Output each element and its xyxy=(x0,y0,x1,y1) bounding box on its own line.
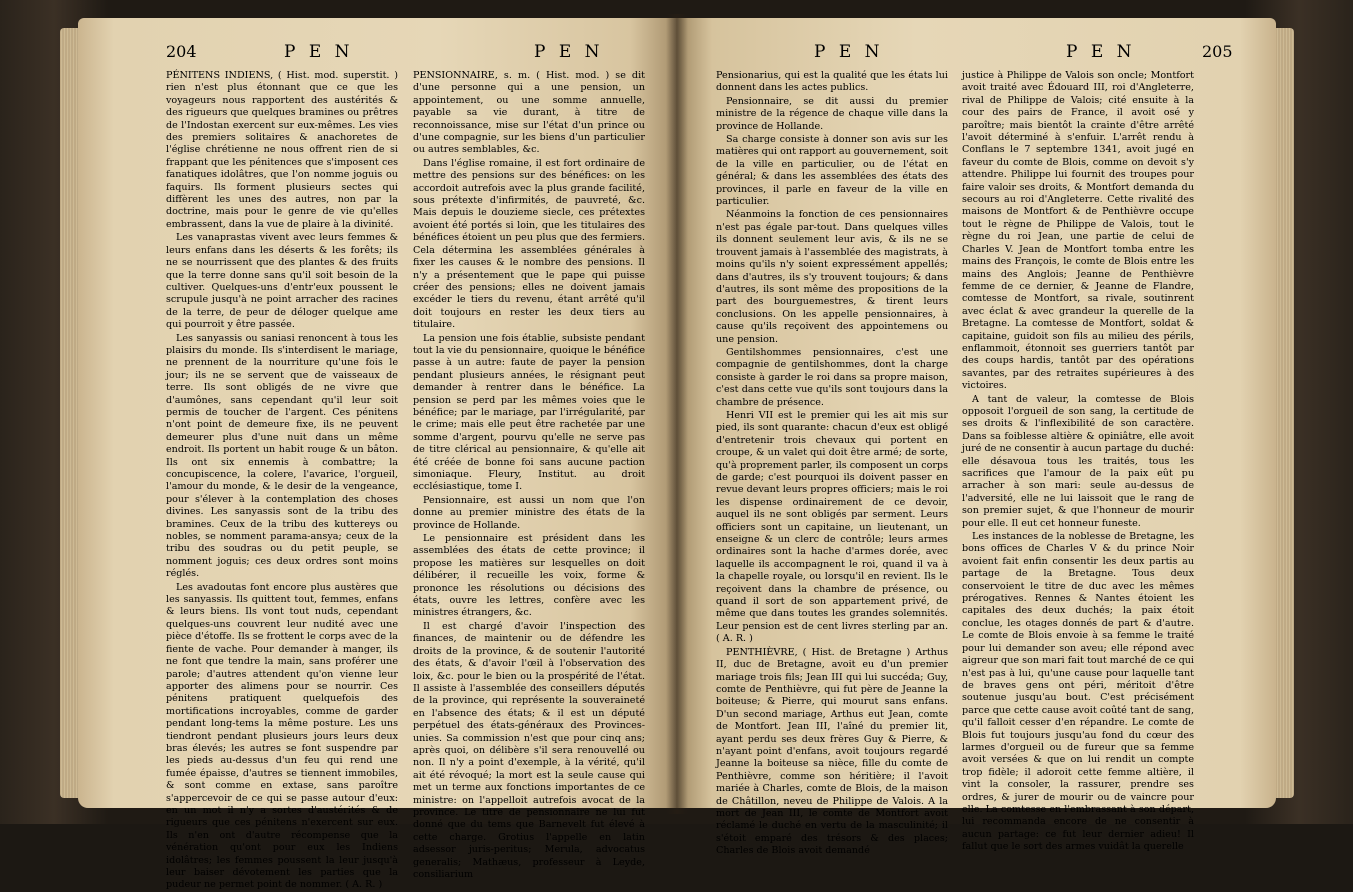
paragraph: Le pensionnaire est président dans les assemblées des états de cette province; il propose les matières sur lesquelles on doit délibérer, il recueille les voix, forme & prononce les résolutions ou décisions des états, ouvre les lettres, confère avec les ministres étrangers, &c. xyxy=(413,533,645,619)
right-page-header xyxy=(716,42,1236,64)
paragraph: Il est chargé d'avoir l'inspection des finances, de maintenir ou de défendre les droits de la province, & de soutenir l'autorité des états, & d'avoir l'œil à l'observation des loix, &c. pour le bien ou la prospérité de l'état. Il assiste à l'assemblée des conseillers députés de la province, qui représente la souveraineté en l'absence des états; & il est un député perpétuel des états-généraux des Provinces-unies. Sa commission n'est que pour cinq ans; après quoi, on délibère s'il sera renouvellé ou non. Il n'y a point d'exemple, à la vérité, qu'il ait été révoqué; la mort est la seule cause qui met un terme aux fonctions importantes de ce ministre: on l'appelloit autrefois avocat de la province. Le titre de pensionnaire ne lui fut donné que du tems que Barnevelt fut élevé à cette charge. Grotius l'appelle en latin adsessor juris-peritus; Merula, advocatus generalis; Mathæus, professeur à Leyde, consiliarium xyxy=(413,620,645,880)
paragraph: Gentilshommes pensionnaires, c'est une compagnie de gentilshommes, dont la charge consiste à garder le roi dans sa propre maison, c'est dans cette vue qu'ils sont toujours dans la chambre de présence. xyxy=(716,346,948,408)
paragraph: Néanmoins la fonction de ces pensionnaires n'est pas égale par-tout. Dans quelques villes ils donnent seulement leur avis, & ils ne se trouvent jamais à l'assemblée des magistrats, à moins qu'ils n'y soient expressément appellés; dans d'autres, ils s'y trouvent toujours; & dans d'autres, ils sont même des propositions de la part des bourguemestres, & tirent leurs conclusions. On les appelle pensionnaires, à cause qu'ils reçoivent des appointemens ou une pension. xyxy=(716,209,948,345)
paragraph: Les avadoutas font encore plus austères que les sanyassis. Ils quittent tout, femmes, enfans & leurs biens. Ils vont tout nuds, cependant quelques-uns couvrent leur nudité avec une pièce d'étoffe. Ils se frottent le corps avec de la fiente de vache. Pour demander à manger, ils ne font que tendre la main, sans proférer une parole; d'autres attendent qu'on vienne leur apporter des alimens pour se nourrir. Ces pénitens pratiquent quelquefois des mortifications incroyables, comme de garder pendant long-tems la même posture. Les uns tiendront pendant plusieurs jours leurs deux bras élevés; les autres se font suspendre par les pieds au-dessus d'un feu qui rend une fumée épaisse, d'autres se tiennent immobiles, & sont comme en extase, sans paroître s'appercevoir de ce qui se passe autour d'eux: en un mot il n'y a sortes d'austérités & de rigueurs que ces pénitens n'exercent sur eux. Ils n'en ont d'autre récompense que la vénération qu'ont pour eux les Indiens idolâtres; les femmes poussent la leur jusqu'à leur baiser dévotement les parties que la pudeur ne permet point de nommer. ( A. R. ) xyxy=(166,581,398,891)
page-number-left: 204 xyxy=(166,42,197,61)
paragraph: A tant de valeur, la comtesse de Blois opposoit l'orgueil de son sang, la certitude de ses droits & l'inflexibilité de son caractère. Dans sa foiblesse altière & opiniâtre, elle avoit juré de ne consentir à aucun partage du duché: elle désavoua tous les traités, tous les sacrifices que l'amour de la paix eût pu arracher à son mari: seule au-dessus de l'adversité, elle ne lui laissoit que le rang de son premier sujet, & que l'honneur de mourir pour elle. Il eut cet honneur funeste. xyxy=(962,393,1194,529)
left-page-header xyxy=(166,42,686,64)
right-page-column-1 xyxy=(716,70,948,857)
paragraph: Pensionnaire, est aussi un nom que l'on donne au premier ministre des états de la province de Hollande. xyxy=(413,494,645,531)
left-page-column-2 xyxy=(413,70,645,880)
page-edges-right xyxy=(1276,28,1294,798)
book-gutter xyxy=(666,14,688,814)
running-head-left-2: P E N xyxy=(534,42,604,62)
paragraph: Pensionarius, qui est la qualité que les états lui donnent dans les actes publics. xyxy=(716,70,948,94)
paragraph: Les vanaprastas vivent avec leurs femmes & leurs enfans dans les déserts & les forêts; ils ne se nourrissent que des plantes & des fruits que la terre donne sans qu'il soit besoin de la cultiver. Quelques-uns d'entr'eux poussent le scrupule jusqu'à ne point arracher des racines de la terre, de peur de déloger quelque ame qui pourroit y être passée. xyxy=(166,232,398,331)
running-head-right-2: P E N xyxy=(1066,42,1136,62)
right-page-column-2 xyxy=(962,70,1194,853)
page-number-right: 205 xyxy=(1202,42,1233,61)
paragraph: Les sanyassis ou saniasi renoncent à tous les plaisirs du monde. Ils s'interdisent le mariage, ne prennent de la nourriture qu'une fois le jour; ils ne se servent que de vaisseaux de terre. Ils sont obligés de ne vivre que d'aumônes, sans cependant qu'il leur soit permis de toucher de l'argent. Ces pénitens n'ont point de demeure fixe, ils ne peuvent demeurer plus d'une nuit dans un même endroit. Ils portent un habit rouge & un bâton. Ils ont six ennemis à combattre; la concupiscence, la colere, l'avarice, l'orgueil, l'amour du monde, & le desir de la vengeance, pour s'élever à la contemplation des choses divines. Les sanyassis sont de la tribu des bramines. Ceux de la tribu des kuttereys ou nobles, se nomment parama-ansya; ceux de la tribu des soudras ou du petit peuple, se nomment joguis; ces deux ordres sont moins réglés. xyxy=(166,332,398,580)
paragraph: Henri VII est le premier qui les ait mis sur pied, ils sont quarante: chacun d'eux est obligé d'entretenir trois chevaux qui portent en croupe, & un valet qui doit être armé; de sorte, qu'à proprement parler, ils composent un corps de garde; c'est pourquoi ils doivent passer en revue devant leurs propres officiers; mais le roi les dispense ordinairement de ce devoir, auquel ils ne sont obligés par serment. Leurs officiers sont un capitaine, un lieutenant, un enseigne & un clerc de contrôle; leurs armes ordinaires sont la hache d'armes dorée, avec laquelle ils accompagnent le roi, quand il va à la chapelle royale, ou lorsqu'il en revient. Ils le reçoivent dans la chambre de présence, ou quand il sort de son appartement privé, de même que dans toutes les grandes solemnités. Leur pension est de cent livres sterling par an. ( A. R. ) xyxy=(716,409,948,645)
paragraph: Dans l'église romaine, il est fort ordinaire de mettre des pensions sur des bénéfices: on les accordoit autrefois avec la plus grande facilité, sous prétexte d'infirmités, de pauvreté, &c. Mais depuis le douzieme siecle, ces prétextes avoient été portés si loin, que les titulaires des bénéfices étoient un peu plus que des fermiers. Cela détermina les assemblées générales à fixer les causes & le nombre des pensions. Il n'y a présentement que le pape qui puisse créer des pensions; elles ne doivent jamais excéder le tiers du revenu, étant arrêté qu'il doit toujours en rester les deux tiers au titulaire. xyxy=(413,157,645,331)
paragraph: Sa charge consiste à donner son avis sur les matières qui ont rapport au gouvernement, soit de la ville en particulier, ou de l'état en général; & dans les assemblées des états des provinces, il parle en faveur de la ville en particulier. xyxy=(716,134,948,208)
paragraph: justice à Philippe de Valois son oncle; Montfort avoit traité avec Édouard III, roi d'Angleterre, rival de Philippe de Valois; cité ensuite à la cour des pairs de France, il avoit osé y paroître; mais bientôt la crainte d'être arrêté l'avoit déterminé à s'enfuir. L'arrêt rendu à Conflans le 7 septembre 1341, avoit jugé en faveur du comte de Blois, comme on devoit s'y attendre. Philippe lui fournit des troupes pour faire valoir ses droits, & Montfort demanda du secours au roi d'Angleterre. Cette rivalité des maisons de Montfort & de Penthièvre occupe tout le règne de Philippe de Valois, tout le règne du roi Jean, une partie de celui de Charles V. Jean de Montfort tomba entre les mains des François, le comte de Blois entre les mains des Anglois; Jeanne de Penthièvre femme de ce dernier, & Jeanne de Flandre, comtesse de Montfort, sa rivale, soutinrent avec éclat & avec grandeur la querelle de la Bretagne. La comtesse de Montfort, soldat & capitaine, guidoit son fils au milieu des périls, enflammoit, étonnoit ses guerriers tantôt par des coups hardis, tantôt par des opérations savantes, par des retraites supérieures à des victoires. xyxy=(962,70,1194,392)
running-head-left-1: P E N xyxy=(284,42,354,62)
paragraph: PÉNITENS INDIENS, ( Hist. mod. superstit. ) rien n'est plus étonnant que ce que les voyageurs nous rapportent des austérités & des rigueurs que quelques bramines ou prêtres de l'Indostan exercent sur eux-mêmes. Les vies des premiers solitaires & anachoretes de l'église chrétienne ne nous offrent rien de si frappant que les pénitences que s'imposent ces fanatiques idolâtres, que l'on nomme joguis ou faquirs. Ils forment plusieurs sectes qui diffèrent les unes des autres, non par la doctrine, mais pour le genre de vie qu'elles embrassent, dans la vue de plaire à la divinité. xyxy=(166,70,398,230)
paragraph: La pension une fois établie, subsiste pendant tout la vie du pensionnaire, quoique le bénéfice passe à un autre: faute de payer la pension pendant plusieurs années, le résignant peut demander à rentrer dans le bénéfice. La pension se perd par les mêmes voies que le bénéfice; par le mariage, par l'irrégularité, par le crime; mais elle peut être rachetée par une somme d'argent, pourvu qu'elle ne serve pas de titre clérical au pensionnaire, & qu'elle ait été créée de bonne foi sans aucune paction simoniaque. Fleury, Institut. au droit ecclésiastique, tome I. xyxy=(413,332,645,493)
paragraph: PENTHIÈVRE, ( Hist. de Bretagne ) Arthus II, duc de Bretagne, avoit eu d'un premier mariage trois fils; Jean III qui lui succéda; Guy, comte de Penthièvre, qui fut père de Jeanne la boiteuse; & Pierre, qui mourut sans enfans. D'un second mariage, Arthus eut Jean, comte de Montfort. Jean III, l'aîné du premier lit, ayant perdu ses deux frères Guy & Pierre, & n'ayant point d'enfans, avoit toujours regardé Jeanne la boiteuse sa nièce, fille du comte de Penthièvre, comme son héritière; il l'avoit mariée à Charles, comte de Blois, de la maison de Châtillon, neveu de Philippe de Valois. A la mort de Jean III, le comte de Montfort avoit réclamé le duché en vertu de la masculinité; il s'étoit emparé des trésors & des places; Charles de Blois avoit demandé xyxy=(716,646,948,857)
left-page-column-1 xyxy=(166,70,398,891)
paragraph: Pensionnaire, se dit aussi du premier ministre de la régence de chaque ville dans la province de Hollande. xyxy=(716,95,948,132)
running-head-right-1: P E N xyxy=(814,42,884,62)
paragraph: Les instances de la noblesse de Bretagne, les bons offices de Charles V & du prince Noir avoient fait enfin consentir les deux partis au partage de la Bretagne. Tous deux conservoient le titre de duc avec les mêmes prérogatives. Rennes & Nantes étoient les capitales des deux duchés; la paix étoit conclue, les otages donnés de part & d'autre. Le comte de Blois envoie à sa femme le traité pour lui demander son aveu; elle répond avec aigreur que son mari fait tout marché de ce qui n'est pas à lui, qu'une cause pour laquelle tant de braves gens ont péri, méritoit d'être soutenue jusqu'au bout. C'est précisément parce que cette cause avoit coûté tant de sang, qu'il falloit cesser d'en répandre. Le comte de Blois fut toujours jusqu'au fond du cœur des larmes d'orgueil ou de fureur que sa femme avoit versées & que on lui rendit un compte trop fidèle; il adoroit cette femme altière, il vint la consoler, la rassurer, prendre ses ordres, & jurer de mourir ou de vaincre pour elle. La comtesse en l'embrassant à son départ, lui recommanda encore de ne consentir à aucun partage: ce fut leur dernier adieu! Il fallut que le sort des armes vuidât la querelle xyxy=(962,531,1194,853)
page-edges-left xyxy=(60,28,78,798)
paragraph: PENSIONNAIRE, s. m. ( Hist. mod. ) se dit d'une personne qui a une pension, un appointement, ou une somme annuelle, payable sa vie durant, à titre de reconnoissance, mise sur l'état d'un prince ou d'une compagnie, sur les biens d'un particulier ou autres semblables, &c. xyxy=(413,70,645,156)
